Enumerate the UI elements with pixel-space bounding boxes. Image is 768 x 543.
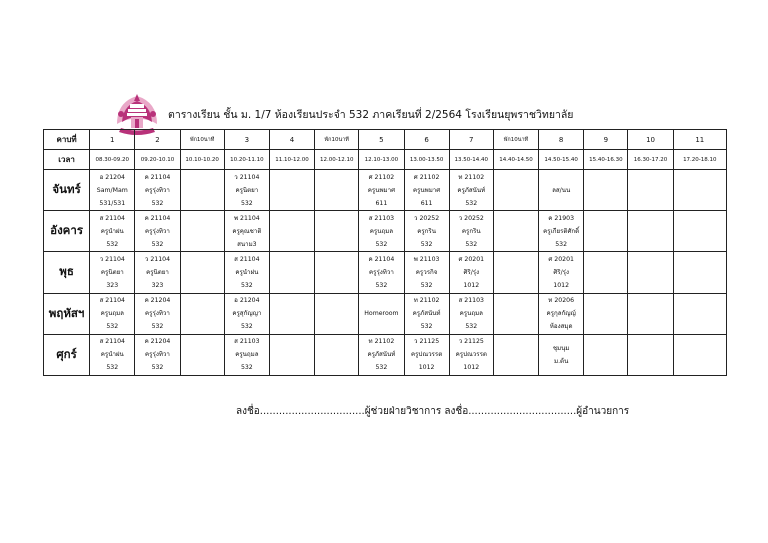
timetable-cell (90, 170, 135, 211)
cell-line: 1012 (463, 364, 480, 372)
cell-line: ว 21125 (414, 338, 440, 346)
cell-line: ครูรุ่งทิวา (145, 227, 170, 235)
timetable-cell (539, 211, 584, 252)
timetable-cell (315, 334, 359, 375)
period-time: 13.50-14.40 (449, 150, 493, 170)
timetable-cell (628, 293, 673, 334)
timetable-cell (404, 252, 449, 293)
timetable-cell (673, 293, 726, 334)
cell-line: ครูนำฝน (100, 227, 124, 235)
timetable-cell (224, 334, 269, 375)
timetable-cell (493, 170, 538, 211)
day-row (44, 334, 727, 375)
cell-line: ท 21102 (413, 297, 440, 305)
cell-line: ครูภัสนันท์ (367, 351, 396, 359)
cell-line: ส 21104 (99, 214, 125, 222)
cell-line: ศิริ/รุ่ง (553, 268, 569, 276)
cell-line: 531/531 (99, 199, 126, 207)
cell-line: ว 21104 (234, 173, 260, 181)
cell-line: พ 21103 (413, 255, 440, 263)
timetable-cell (315, 252, 359, 293)
day-name: ศุกร์ (44, 334, 90, 375)
cell-line: ครูรุ่งทิวา (145, 186, 170, 194)
period-time: 12.10-13.00 (359, 150, 404, 170)
cell-line: ครูปณวรรต (455, 351, 487, 359)
cell-line: ศ 20201 (458, 255, 485, 263)
cell-line: ค 21104 (144, 214, 171, 222)
cell-line: 532 (240, 323, 253, 331)
cell-line: 532 (375, 281, 388, 289)
cell-line: 532 (240, 281, 253, 289)
timetable-cell (449, 170, 493, 211)
cell-line: ส 21103 (234, 338, 260, 346)
period-number: 7 (449, 130, 493, 150)
cell-line: ค 21204 (144, 338, 171, 346)
cell-line: ครูรุ่งทิวา (368, 268, 394, 276)
timetable-cell (584, 211, 628, 252)
cell-line: 532 (151, 199, 164, 207)
period-number: 2 (135, 130, 180, 150)
cell-line: ส 21104 (99, 297, 125, 305)
cell-line: ครูรุ่งทิวา (145, 351, 170, 359)
timetable-cell (135, 211, 180, 252)
cell-line: ค 21204 (144, 297, 171, 305)
period-number: 10 (628, 130, 673, 150)
period-time: 08.30-09.20 (90, 150, 135, 170)
timetable-cell (90, 252, 135, 293)
cell-line: ศ 20201 (548, 255, 574, 263)
timetable-cell (269, 170, 314, 211)
timetable-cell (135, 252, 180, 293)
timetable-cell (224, 293, 269, 334)
period-time: 09.20-10.10 (135, 150, 180, 170)
timetable-cell (404, 334, 449, 375)
cell-line: ครูสุกัญญา (232, 310, 262, 318)
cell-line: ครูนพมาศ (367, 186, 396, 194)
timetable-cell (493, 293, 538, 334)
cell-line: ส 21103 (458, 297, 484, 305)
cell-line: ชุมนุม (552, 344, 570, 352)
cell-line: ค 21104 (144, 173, 171, 181)
cell-line: ครูภัสนันท์ (412, 310, 441, 318)
cell-line: อ 21204 (234, 297, 260, 305)
timetable-cell (449, 211, 493, 252)
cell-line: ท 21102 (368, 338, 395, 346)
cell-line: ครูนิตยา (146, 268, 169, 276)
cell-line: 532 (106, 364, 119, 372)
timetable-cell (135, 170, 180, 211)
cell-line: สนาม3 (237, 240, 257, 248)
cell-line: ครูกุลกัญญ์ (546, 310, 576, 318)
day-name: อังคาร (44, 211, 90, 252)
timetable-cell (493, 211, 538, 252)
timetable-cell (180, 170, 224, 211)
period-number: 9 (584, 130, 628, 150)
time-label: เวลา (44, 150, 90, 170)
period-time: 13.00-13.50 (404, 150, 449, 170)
cell-line: ครูนฤมล (100, 310, 124, 318)
cell-line: ครูนิตยา (235, 186, 259, 194)
cell-line: ม.ต้น (554, 357, 569, 365)
signature-line: ลงชื่อ.................................ผู้ช่วยฝ่ายวิชาการ ลงชื่อ..................................ผู้อำนวยการ (236, 406, 630, 417)
period-number: 8 (539, 130, 584, 150)
cell-line: 1012 (553, 281, 570, 289)
timetable-cell (315, 211, 359, 252)
period-time: 10.10-10.20 (180, 150, 224, 170)
timetable-cell (584, 170, 628, 211)
cell-line: 532 (420, 281, 433, 289)
cell-line: ศิริ/รุ่ง (463, 268, 480, 276)
day-row (44, 211, 727, 252)
timetable-cell (180, 293, 224, 334)
cell-line: ท 21102 (458, 173, 485, 181)
period-label: คาบที่ (44, 130, 90, 150)
timetable-cell (269, 293, 314, 334)
cell-line: ครูนฤมล (369, 227, 394, 235)
timetable-cell (180, 334, 224, 375)
timetable-cell (673, 334, 726, 375)
cell-line: 611 (375, 199, 388, 207)
timetable-cell (673, 211, 726, 252)
period-number: พัก10นาที (180, 130, 224, 150)
cell-line: ส 21103 (368, 214, 395, 222)
timetable-cell (180, 211, 224, 252)
cell-line: พ 21104 (233, 214, 260, 222)
cell-line: ครูปณวรรต (410, 351, 443, 359)
cell-line: Sam/Mam (96, 186, 128, 194)
timetable-cell (90, 334, 135, 375)
period-time: 15.40-16.30 (584, 150, 628, 170)
timetable-cell (135, 293, 180, 334)
period-number: 6 (404, 130, 449, 150)
cell-line: 532 (465, 323, 478, 331)
cell-line: 532 (240, 199, 253, 207)
timetable-cell (539, 334, 584, 375)
timetable-cell (539, 252, 584, 293)
cell-line: ครูเกียรติศักดิ์ (543, 227, 580, 235)
day-row (44, 293, 727, 334)
timetable-cell (628, 170, 673, 211)
period-time: 11.10-12.00 (269, 150, 314, 170)
timetable-cell (404, 170, 449, 211)
timetable-cell (315, 293, 359, 334)
timetable-cell (584, 252, 628, 293)
period-number: พัก10นาที (493, 130, 538, 150)
cell-line: ครูนิตยา (100, 268, 124, 276)
cell-line: ครูนฤมล (235, 351, 259, 359)
timetable-grid (43, 129, 727, 376)
cell-line: Homeroom (364, 310, 399, 318)
cell-line: ครูนพมาศ (412, 186, 441, 194)
timetable-cell (315, 170, 359, 211)
cell-line: ครูกริน (461, 227, 481, 235)
cell-line: ครูคุณชาติ (232, 227, 262, 235)
period-number: 3 (224, 130, 269, 150)
header-time-row (44, 150, 727, 170)
timetable-cell (449, 252, 493, 293)
cell-line: ค 21104 (368, 255, 395, 263)
day-name: พุธ (44, 252, 90, 293)
timetable-cell (628, 252, 673, 293)
cell-line: อ 21204 (99, 173, 125, 181)
timetable-cell (628, 211, 673, 252)
cell-line: ท 20206 (548, 297, 575, 305)
cell-line: 532 (106, 240, 119, 248)
cell-line: ครูกริน (417, 227, 436, 235)
day-row (44, 170, 727, 211)
day-name: จันทร์ (44, 170, 90, 211)
cell-line: 1012 (463, 281, 480, 289)
cell-line: ครูรุ่งทิวา (145, 310, 170, 318)
cell-line: 532 (151, 323, 164, 331)
cell-line: 532 (420, 323, 433, 331)
period-time: 12.00-12.10 (315, 150, 359, 170)
cell-line: ครูวรกิจ (415, 268, 438, 276)
cell-line: 611 (420, 199, 433, 207)
cell-line: 323 (106, 281, 119, 289)
timetable-cell (493, 334, 538, 375)
cell-line: 532 (151, 364, 164, 372)
period-time: 14.40-14.50 (493, 150, 538, 170)
timetable-cell (135, 334, 180, 375)
timetable-cell (493, 252, 538, 293)
cell-line: 532 (555, 240, 568, 248)
period-number: 11 (673, 130, 726, 150)
timetable-cell (449, 293, 493, 334)
cell-line: 532 (465, 240, 478, 248)
day-name: พฤหัสฯ (44, 293, 90, 334)
cell-line: 532 (420, 240, 433, 248)
cell-line: ส 21104 (234, 255, 260, 263)
timetable-cell (584, 334, 628, 375)
cell-line: 532 (106, 323, 119, 331)
cell-line: ศ 21102 (368, 173, 395, 181)
period-number: 4 (269, 130, 314, 150)
cell-line: ลส/นน (552, 186, 571, 194)
day-row (44, 252, 727, 293)
cell-line: ห้องสมุด (549, 323, 573, 331)
cell-line: 532 (375, 240, 388, 248)
timetable-cell (269, 334, 314, 375)
period-time: 14.50-15.40 (539, 150, 584, 170)
cell-line: ว 20252 (458, 214, 484, 222)
timetable-cell (404, 211, 449, 252)
header-period-row (44, 130, 727, 150)
timetable-cell (269, 252, 314, 293)
timetable-cell (269, 211, 314, 252)
cell-line: ว 21104 (99, 255, 125, 263)
timetable-cell (628, 334, 673, 375)
cell-line: 1012 (418, 364, 435, 372)
timetable-cell (404, 293, 449, 334)
cell-line: ครูนฤมล (459, 310, 483, 318)
timetable-cell (359, 293, 404, 334)
period-number: 1 (90, 130, 135, 150)
timetable-cell (180, 252, 224, 293)
cell-line: 532 (375, 364, 388, 372)
cell-line: 532 (151, 240, 164, 248)
cell-line: 532 (240, 364, 253, 372)
cell-line: ว 21125 (458, 338, 484, 346)
page-title: ตารางเรียน ชั้น ม. 1/7 ห้องเรียนประจำ 532 ภาคเรียนที่ 2/2564 โรงเรียนยุพราชวิทยาลัย (168, 109, 574, 121)
cell-line: ว 20252 (414, 214, 440, 222)
timetable-cell (359, 170, 404, 211)
cell-line: ครูภัสนันท์ (457, 186, 486, 194)
timetable-cell (224, 211, 269, 252)
timetable-cell (224, 252, 269, 293)
period-time: 16.30-17.20 (628, 150, 673, 170)
timetable-cell (359, 334, 404, 375)
timetable-cell (90, 211, 135, 252)
cell-line: ครูนำฝน (100, 351, 124, 359)
timetable-cell (359, 252, 404, 293)
cell-line: ครูนำฝน (235, 268, 259, 276)
timetable-cell (449, 334, 493, 375)
timetable-cell (673, 252, 726, 293)
timetable-cell (584, 293, 628, 334)
cell-line: 532 (465, 199, 478, 207)
timetable-cell (539, 293, 584, 334)
timetable-cell (224, 170, 269, 211)
period-time: 17.20-18.10 (673, 150, 726, 170)
period-time: 10.20-11.10 (224, 150, 269, 170)
cell-line: ศ 21102 (413, 173, 440, 181)
timetable-cell (673, 170, 726, 211)
period-number: 5 (359, 130, 404, 150)
timetable-cell (90, 293, 135, 334)
cell-line: 323 (151, 281, 164, 289)
cell-line: ว 21104 (144, 255, 171, 263)
timetable-cell (539, 170, 584, 211)
cell-line: ส 21104 (99, 338, 125, 346)
timetable-cell (359, 211, 404, 252)
period-number: พัก10นาที (315, 130, 359, 150)
cell-line: ค 21903 (548, 214, 575, 222)
